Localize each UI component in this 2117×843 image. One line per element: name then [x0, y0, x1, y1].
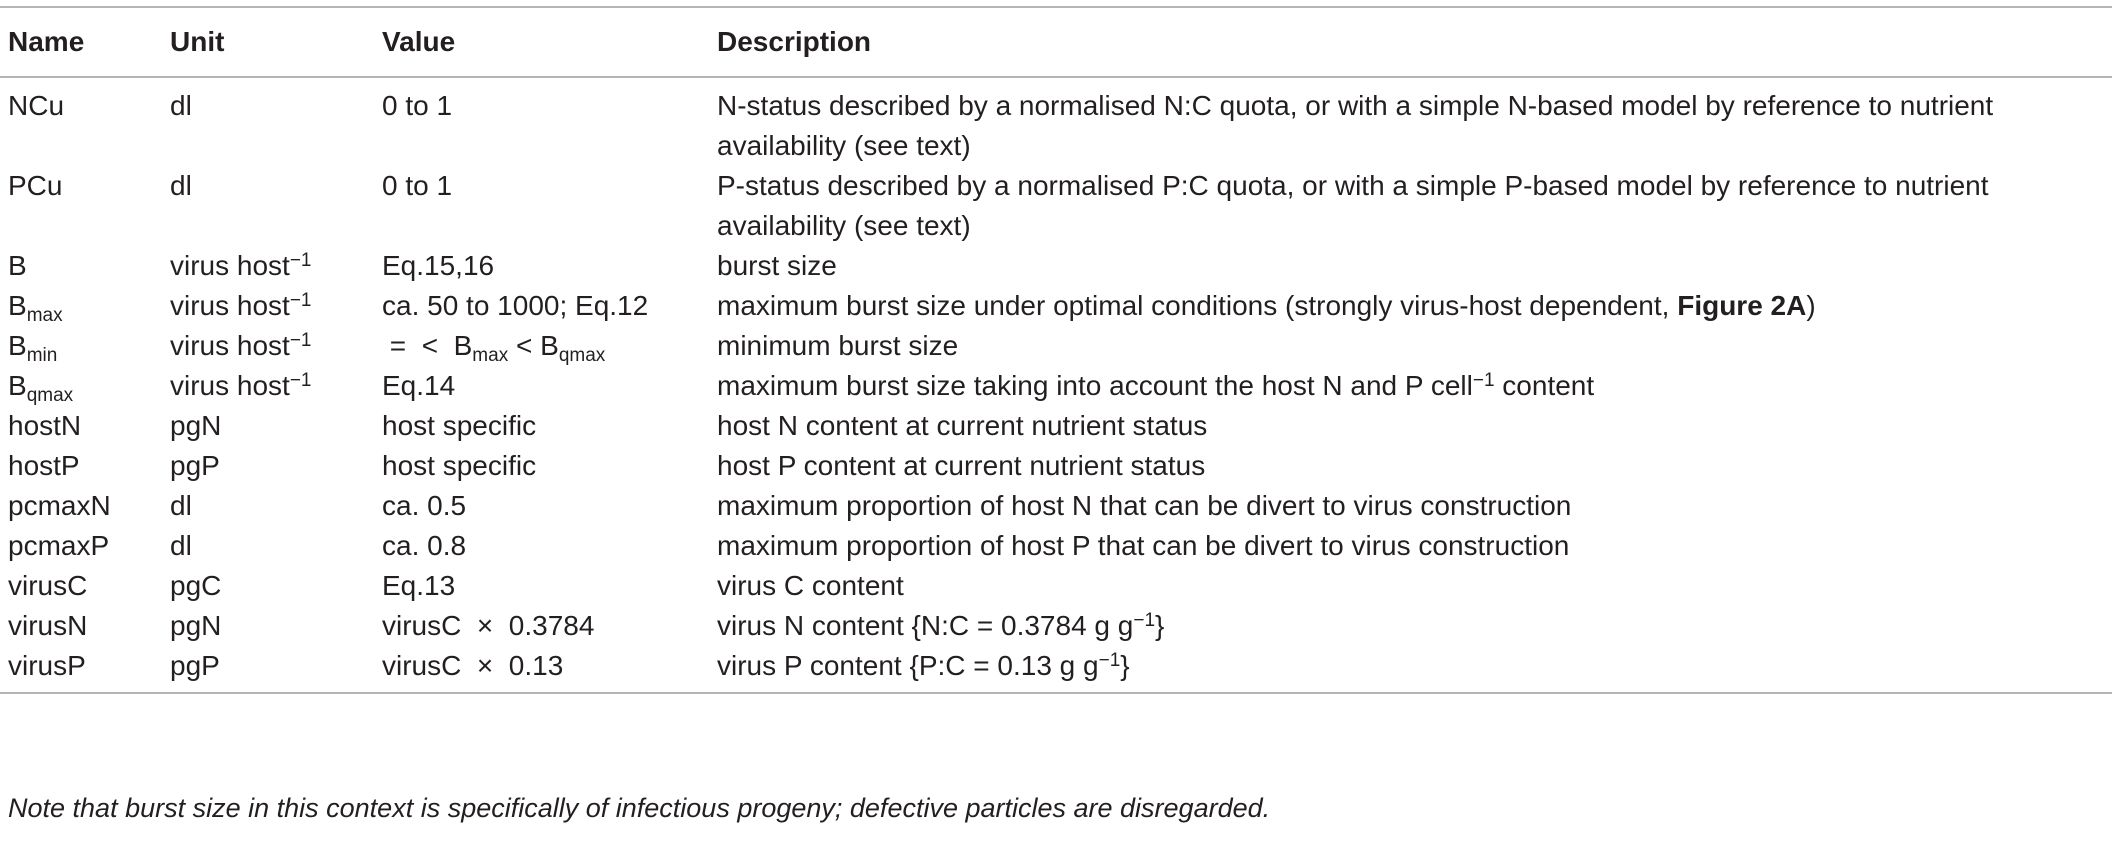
cell-description: maximum proportion of host P that can be divert to virus construction: [717, 530, 1570, 561]
description-text: maximum burst size under optimal conditions (strongly virus-host dependent,: [717, 290, 1678, 321]
cell-description: host N content at current nutrient status: [717, 410, 1208, 441]
description-text-end: }: [1120, 650, 1130, 681]
unit-base: virus host: [170, 370, 290, 401]
cell-description: [709, 366, 2112, 406]
header-unit: Unit: [162, 7, 374, 77]
unit-exponent: −1: [289, 290, 312, 311]
table-row: [0, 646, 2112, 693]
cell-name: [0, 326, 162, 366]
table-row: [0, 246, 2112, 286]
cell-name: pcmaxN: [8, 490, 111, 521]
cell-description: burst size: [717, 250, 837, 281]
description-text: virus P content {P:C = 0.13 g g: [717, 650, 1099, 681]
header-description: Description: [709, 7, 2112, 77]
table-row: [0, 166, 2112, 246]
unit-exponent: −1: [289, 330, 312, 351]
cell-value: Eq.13: [382, 570, 456, 601]
cell-unit: dl: [170, 530, 192, 561]
table-row: [0, 406, 2112, 446]
cell-name: B: [8, 250, 27, 281]
cell-unit: pgN: [170, 610, 222, 641]
figure-reference: Figure 2A: [1677, 290, 1807, 321]
cell-unit: pgP: [162, 646, 374, 693]
value-term-subscript: qmax: [558, 345, 606, 366]
table-row: [0, 286, 2112, 326]
cell-value: host specific: [382, 450, 537, 481]
cell-description: P-status described by a normalised P:C quota, or with a simple P-based model by reference to nutrient availability (see text): [717, 170, 1989, 241]
cell-value: virusC × 0.3784: [382, 610, 595, 641]
value-operator: <: [508, 330, 541, 361]
table-row: [0, 326, 2112, 366]
table-header-row: [0, 7, 2112, 77]
cell-description: minimum burst size: [717, 330, 959, 361]
value-operator: = <: [382, 330, 454, 361]
cell-value: ca. 0.5: [382, 490, 467, 521]
cell-value: Eq.15,16: [382, 250, 495, 281]
cell-unit: pgN: [170, 410, 222, 441]
parameter-table: [0, 6, 2112, 694]
table-footnote: Note that burst size in this context is specifically of infectious progeny; defective particles are disregarded.: [8, 793, 1271, 823]
cell-description: [709, 606, 2112, 646]
cell-name: pcmaxP: [8, 530, 110, 561]
unit-exponent: −1: [289, 250, 312, 271]
name-base: B: [8, 370, 27, 401]
cell-name: virusN: [8, 610, 88, 641]
cell-unit: [162, 286, 374, 326]
cell-unit: pgP: [170, 450, 220, 481]
cell-value: ca. 0.8: [382, 530, 467, 561]
cell-unit: [162, 326, 374, 366]
table-row: [0, 486, 2112, 526]
cell-unit: pgC: [170, 570, 222, 601]
cell-description: [709, 646, 2112, 693]
cell-name: virusC: [8, 570, 88, 601]
cell-name: hostN: [8, 410, 82, 441]
table-row: [0, 526, 2112, 566]
header-value: Value: [374, 7, 709, 77]
cell-value: [374, 326, 709, 366]
unit-base: virus host: [170, 250, 290, 281]
name-subscript: min: [26, 345, 58, 366]
cell-unit: dl: [170, 90, 192, 121]
name-base: B: [8, 330, 27, 361]
description-text: maximum burst size taking into account the host N and P cell: [717, 370, 1473, 401]
value-term-base: B: [540, 330, 559, 361]
cell-name: virusP: [0, 646, 162, 693]
header-name: Name: [0, 7, 162, 77]
cell-name: [0, 366, 162, 406]
description-text-end: ): [1806, 290, 1816, 321]
cell-name: [0, 286, 162, 326]
description-text: virus N content {N:C = 0.3784 g g: [717, 610, 1134, 641]
value-term-subscript: max: [472, 345, 509, 366]
table-row: [0, 606, 2112, 646]
unit-base: virus host: [170, 290, 290, 321]
cell-value: 0 to 1: [382, 170, 453, 201]
cell-description: host P content at current nutrient status: [717, 450, 1206, 481]
cell-value: virusC × 0.13: [374, 646, 709, 693]
cell-name: hostP: [8, 450, 80, 481]
table-row: [0, 566, 2112, 606]
cell-unit: [162, 366, 374, 406]
cell-value: 0 to 1: [382, 90, 453, 121]
cell-description: maximum proportion of host N that can be divert to virus construction: [717, 490, 1572, 521]
cell-description: [709, 286, 2112, 326]
unit-base: virus host: [170, 330, 290, 361]
cell-value: host specific: [382, 410, 537, 441]
table-row: [0, 366, 2112, 406]
cell-description: virus C content: [717, 570, 904, 601]
cell-name: PCu: [8, 170, 63, 201]
description-exponent: −1: [1472, 370, 1495, 391]
cell-value: ca. 50 to 1000; Eq.12: [382, 290, 649, 321]
cell-name: NCu: [8, 90, 65, 121]
description-text-end: }: [1155, 610, 1165, 641]
description-exponent: −1: [1098, 650, 1121, 671]
name-subscript: qmax: [26, 385, 74, 406]
cell-description: N-status described by a normalised N:C quota, or with a simple N-based model by reference to nutrient availability (see text): [717, 90, 1994, 161]
description-exponent: −1: [1133, 610, 1156, 631]
value-term-base: B: [453, 330, 473, 361]
name-base: B: [8, 290, 27, 321]
cell-unit: [162, 246, 374, 286]
name-subscript: max: [26, 305, 63, 326]
description-text-end: content: [1494, 370, 1595, 401]
cell-unit: dl: [170, 170, 192, 201]
cell-unit: dl: [170, 490, 192, 521]
table-row: [0, 446, 2112, 486]
unit-exponent: −1: [289, 370, 312, 391]
table-row: [0, 77, 2112, 166]
cell-value: Eq.14: [382, 370, 456, 401]
